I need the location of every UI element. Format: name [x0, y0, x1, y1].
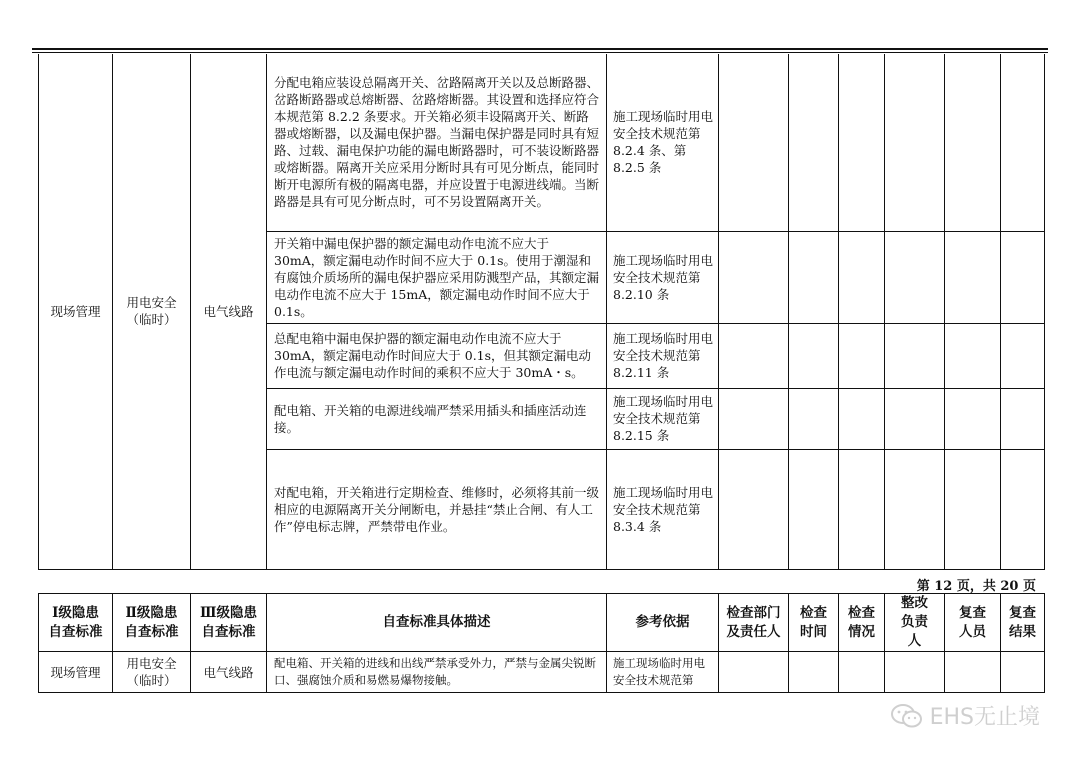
result-cell [1001, 652, 1045, 693]
inspector-cell [719, 388, 789, 449]
header-level2: Ⅱ级隐患自查标准 [113, 594, 191, 652]
result-cell [1001, 231, 1045, 323]
reviewer-cell [945, 323, 1001, 388]
level3-cell: 电气线路 [191, 652, 267, 693]
reference-cell: 施工现场临时用电安全技术规范第 8.2.10 条 [607, 231, 719, 323]
reference-cell: 施工现场临时用电安全技术规范第 8.3.4 条 [607, 449, 719, 569]
header-level3: Ⅲ级隐患自查标准 [191, 594, 267, 652]
reviewer-cell [945, 231, 1001, 323]
status-cell [839, 54, 885, 231]
owner-cell [885, 388, 945, 449]
header-reference: 参考依据 [607, 594, 719, 652]
level1-cell: 现场管理 [39, 54, 113, 569]
time-cell [789, 449, 839, 569]
inspector-cell [719, 652, 789, 693]
reviewer-cell [945, 388, 1001, 449]
reviewer-cell [945, 652, 1001, 693]
header-description: 自查标准具体描述 [267, 594, 607, 652]
inspector-cell [719, 449, 789, 569]
top-rule-thin [32, 52, 1048, 53]
description-cell: 开关箱中漏电保护器的额定漏电动作电流不应大于 30mA，额定漏电动作时间不应大于 0.1s。使用于潮湿和有腐蚀介质场所的漏电保护器应采用防溅型产品，其额定漏电动作电流不应大于 15mA，额定漏电动作时间不应大于 0.1s。 [267, 231, 607, 323]
level3-cell: 电气线路 [191, 54, 267, 569]
level1-cell: 现场管理 [39, 652, 113, 693]
description-cell: 配电箱、开关箱的电源进线端严禁采用插头和插座活动连接。 [267, 388, 607, 449]
status-cell [839, 388, 885, 449]
time-cell [789, 54, 839, 231]
watermark-text: EHS无止境 [929, 705, 1040, 730]
inspector-cell [719, 231, 789, 323]
header-table [38, 593, 1045, 693]
reference-cell: 施工现场临时用电安全技术规范第 8.2.11 条 [607, 323, 719, 388]
wechat-icon [890, 703, 924, 729]
header-time: 检查时间 [789, 594, 839, 652]
description-cell: 分配电箱应装设总隔离开关、岔路隔离开关以及总断路器、岔路断路器或总熔断器、岔路熔断器。其设置和选择应符合本规范第 8.2.2 条要求。开关箱必须丰设隔离开关、断路器或熔断器，以及漏电保护器。当漏电保护器是同时具有短路、过载、漏电保护功能的漏电断路器时，可不装设断路器或熔断器。隔离开关应采用分断时具有可见分断点，能同时断开电源所有极的隔离电器，并应设置于电源进线端。当断路器是具有可见分断点时，可不另设置隔离开关。 [267, 54, 607, 231]
top-rule [32, 48, 1048, 50]
reference-cell: 施工现场临时用电安全技术规范第 8.2.15 条 [607, 388, 719, 449]
result-cell [1001, 388, 1045, 449]
status-cell [839, 449, 885, 569]
time-cell [789, 323, 839, 388]
reference-cell: 施工现场临时用电安全技术规范第 8.2.4 条、第 8.2.5 条 [607, 54, 719, 231]
owner-cell [885, 54, 945, 231]
owner-cell [885, 323, 945, 388]
description-cell: 对配电箱，开关箱进行定期检查、维修时，必须将其前一级相应的电源隔离开关分闸断电，并悬挂“禁止合闸、有人工作”停电标志牌，严禁带电作业。 [267, 449, 607, 569]
header-inspector: 检查部门及责任人 [719, 594, 789, 652]
level2-cell: 用电安全（临时） [113, 652, 191, 693]
description-cell: 总配电箱中漏电保护器的额定漏电动作电流不应大于 30mA，额定漏电动作时间应大于 0.1s，但其额定漏电动作电流与额定漏电动作时间的乘积不应大于 30mA・s。 [267, 323, 607, 388]
inspector-cell [719, 323, 789, 388]
owner-cell [885, 652, 945, 693]
description-cell: 配电箱、开关箱的进线和出线严禁承受外力，严禁与金属尖锐断口、强腐蚀介质和易燃易爆物接触。 [267, 652, 607, 693]
time-cell [789, 231, 839, 323]
status-cell [839, 323, 885, 388]
inspector-cell [719, 54, 789, 231]
result-cell [1001, 449, 1045, 569]
time-cell [789, 652, 839, 693]
level2-cell: 用电安全（临时） [113, 54, 191, 569]
header-owner: 整改负责人 [885, 594, 945, 652]
reviewer-cell [945, 54, 1001, 231]
table-row [39, 54, 1045, 231]
status-cell [839, 652, 885, 693]
owner-cell [885, 449, 945, 569]
result-cell [1001, 323, 1045, 388]
status-cell [839, 231, 885, 323]
header-result: 复查结果 [1001, 594, 1045, 652]
watermark [890, 700, 1040, 731]
result-cell [1001, 54, 1045, 231]
header-level1: Ⅰ级隐患自查标准 [39, 594, 113, 652]
page-number: 第 12 页，共 20 页 [916, 579, 1036, 594]
time-cell [789, 388, 839, 449]
header-status: 检查情况 [839, 594, 885, 652]
main-table [38, 54, 1045, 570]
header-reviewer: 复查人员 [945, 594, 1001, 652]
table-row [39, 652, 1045, 693]
reviewer-cell [945, 449, 1001, 569]
reference-cell: 施工现场临时用电安全技术规范第 [607, 652, 719, 693]
header-row [39, 594, 1045, 652]
owner-cell [885, 231, 945, 323]
